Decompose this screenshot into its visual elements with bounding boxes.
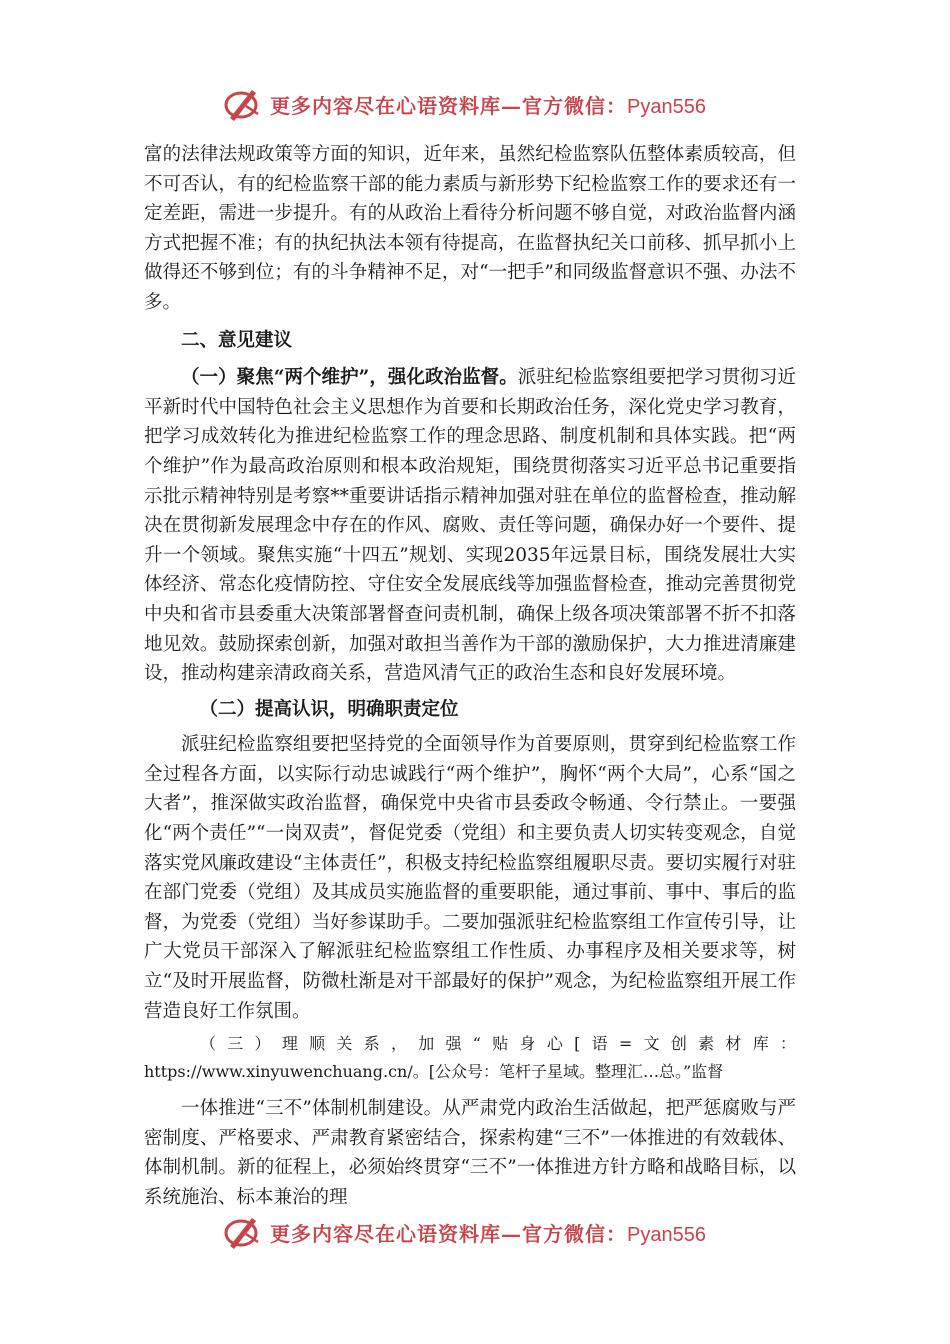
- item-3-title: （三）理顺关系，加强“贴身心[语=文创素材库：https://www.xinyuwenchuang.cn/。[公众号：笔杆子星域。整理汇…总。”监督: [144, 1034, 796, 1082]
- item-1-title: （一）聚焦“两个维护”，强化政治监督。: [181, 367, 518, 389]
- paragraph-final: 一体推进“三不”体制机制建设。从严肃党内政治生活做起，把严惩腐败与严密制度、严格要求、严肃教育紧密结合，探索构建“三不”一体推进的有效载体、体制机制。新的征程上，必须始终贯穿“三不”一体推进方针方略和战略目标，以系统施治、标本兼治的理: [144, 1098, 796, 1208]
- document-body: [144, 140, 796, 1213]
- paragraph-item-2: 派驻纪检监察组要把坚持党的全面领导作为首要原则，贯穿到纪检监察工作全过程各方面，以实际行动忠诚践行“两个维护”，胸怀“两个大局”，心系“国之大者”，推深做实政治监督，确保党中央省市县委政令畅通、令行禁止。一要强化“两个责任”“一岗双责”，督促党委（党组）和主要负责人切实转变观念，自觉落实党风廉政建设“主体责任”，积极支持纪检监察组履职尽责。要切实履行对驻在部门党委（党组）及其成员实施监督的重要职能，通过事前、事中、事后的监督，为党委（党组）当好参谋助手。二要加强派驻纪检监察组工作宣传引导，让广大党员干部深入了解派驻纪检监察组工作性质、办事程序及相关要求等，树立“及时开展监督，防微杜渐是对干部最好的保护”观念，为纪检监察组开展工作营造良好工作氛围。: [144, 734, 796, 1022]
- footer-watermark-banner: [222, 1212, 706, 1252]
- pen-circle-logo-icon: [222, 84, 262, 124]
- banner-text: 更多内容尽在心语资料库—官方微信：Pyan556: [270, 1221, 706, 1246]
- paragraph-intro: 富的法律法规政策等方面的知识，近年来，虽然纪检监察队伍整体素质较高，但不可否认，有的纪检监察干部的能力素质与新形势下纪检监察工作的要求还有一定差距，需进一步提升。有的从政治上看待分析问题不够自觉，对政治监督内涵方式把握不准；有的执纪执法本领有待提高，在监督执纪关口前移、抓早抓小上做得还不够到位；有的斗争精神不足，对“一把手”和同级监督意识不强、办法不多。: [144, 144, 796, 313]
- banner-text: 更多内容尽在心语资料库—官方微信：Pyan556: [270, 93, 706, 118]
- item-1-body: 派驻纪检监察组要把学习贯彻习近平新时代中国特色社会主义思想作为首要和长期政治任务，深化党史学习教育，把学习成效转化为推进纪检监察工作的理念思路、制度机制和具体实践。把“两个维护”作为最高政治原则和根本政治规矩，围绕贯彻落实习近平总书记重要指示批示精神特别是考察**重要讲话指示精神加强对驻在单位的监督检查，推动解决在贯彻新发展理念中存在的作风、腐败、责任等问题，确保办好一个要件、提升一个领域。聚焦实施“十四五”规划、实现2035年远景目标，围绕发展壮大实体经济、常态化疫情防控、守住安全发展底线等加强监督检查，推动完善贯彻党中央和省市县委重大决策部署督查问责机制，确保上级各项决策部署不折不扣落地见效。鼓励探索创新，加强对敢担当善作为干部的激励保护，大力推进清廉建设，推动构建亲清政商关系，营造风清气正的政治生态和良好发展环境。: [144, 367, 796, 685]
- header-watermark-banner: [222, 84, 706, 124]
- section-heading-2: 二、意见建议: [181, 329, 293, 351]
- paragraph-item-1: [144, 363, 796, 689]
- pen-circle-logo-icon: [222, 1212, 262, 1252]
- item-2-title: （二）提高认识，明确职责定位: [199, 698, 459, 720]
